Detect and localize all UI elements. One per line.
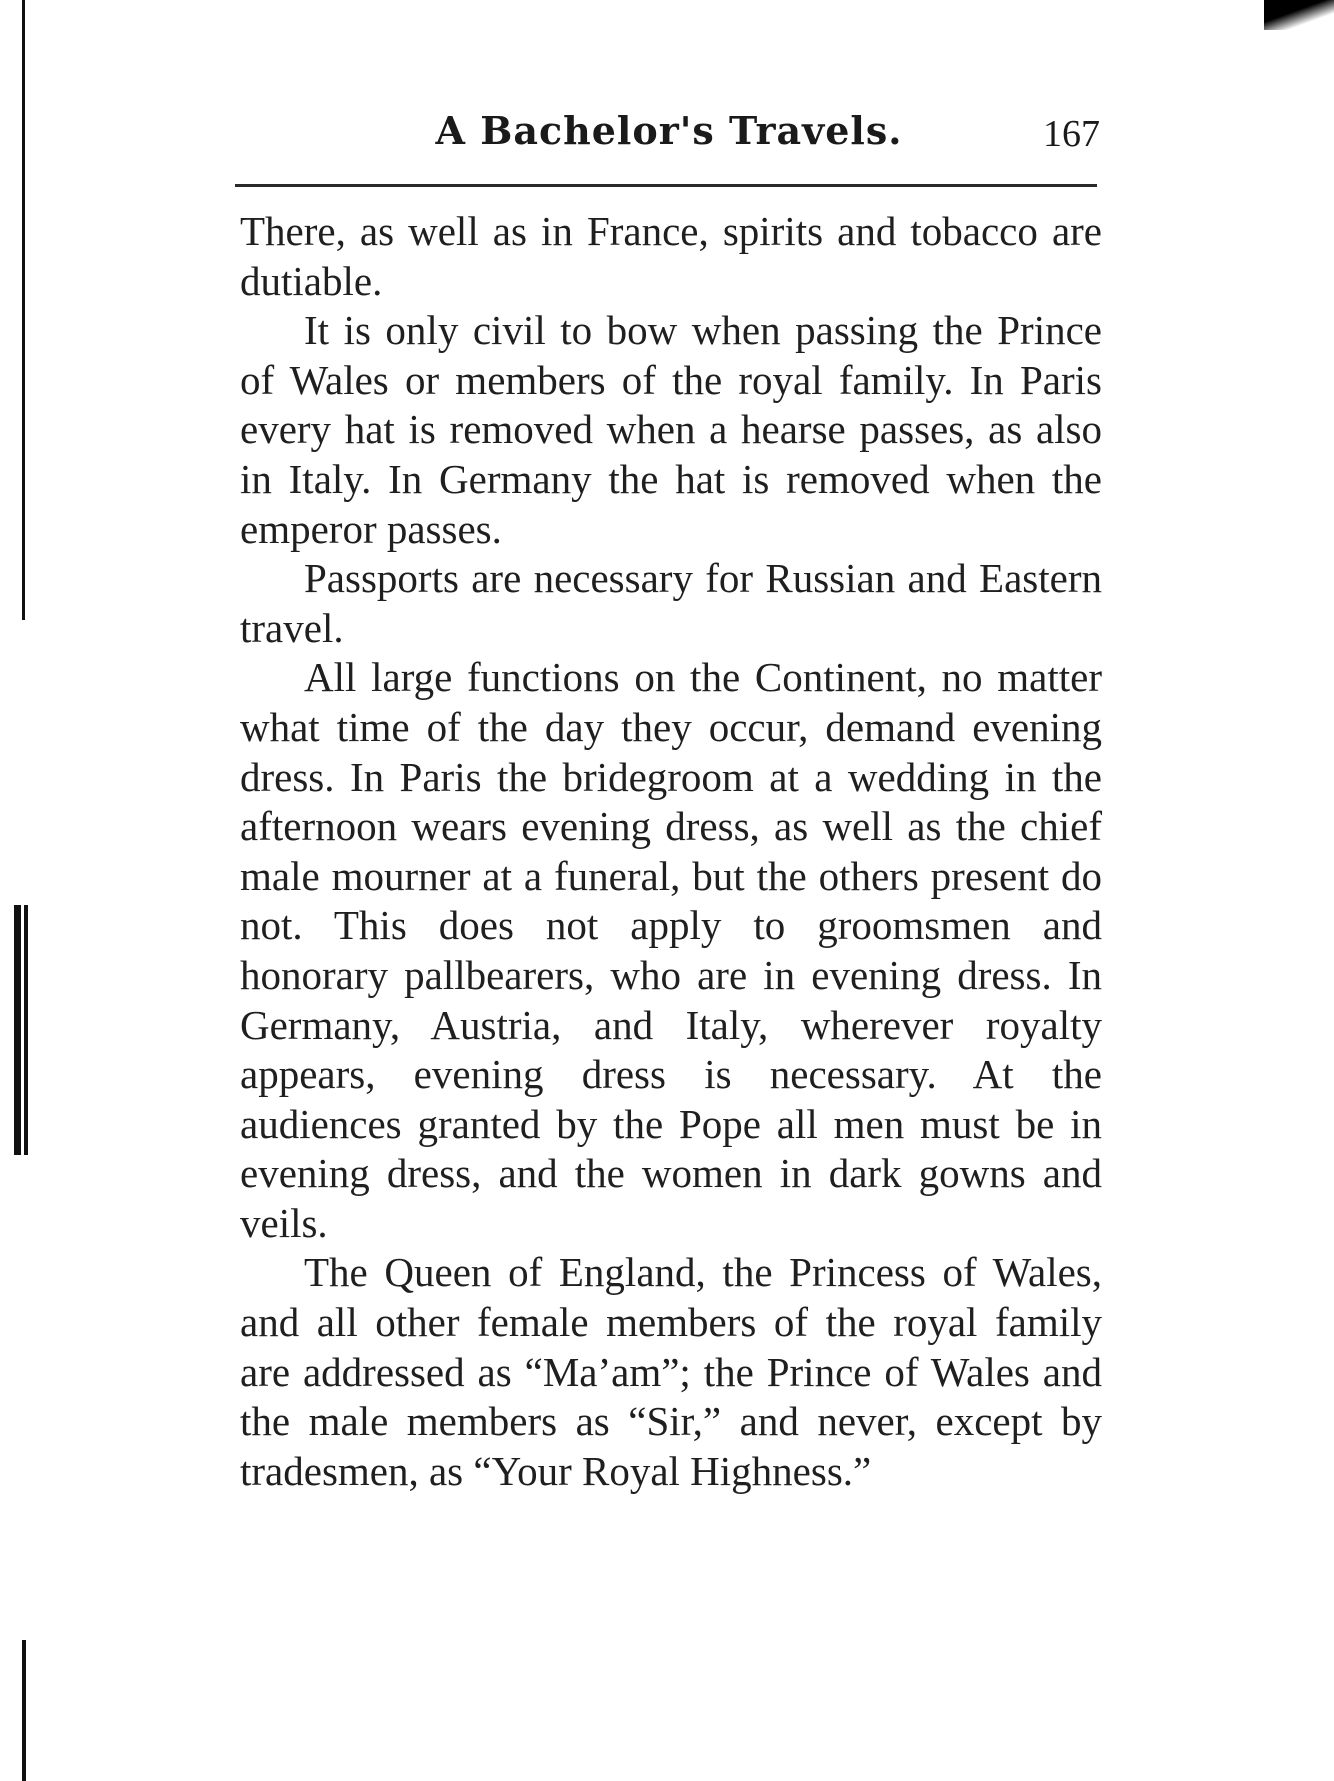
paragraph: All large functions on the Continent, no matter what time of the day they occur, demand evening dress. In Paris the bridegroom at a wedding in the afternoon wears evening dress, as well as the chief male mourner at a funeral, but the others present do not. This does not apply to groomsmen and honorary pallbearers, who are in evening dress. In Germany, Austria, and Italy, wherever royalty appears, evening dress is necessary. At the audiences granted by the Pope all men must be in evening dress, and the women in dark gowns and veils. [240,654,1102,1246]
binding-edge [22,0,25,620]
binding-edge [22,1640,26,1781]
binding-edge [14,905,21,1155]
header-rule [235,184,1097,187]
paragraph: Passports are necessary for Russian and Eastern travel. [240,555,1102,651]
page-number: 167 [1043,113,1100,155]
paragraph: The Queen of England, the Princess of Wales, and all other female members of the royal family are addressed as “Ma’am”; the Prince of Wales and the male members as “Sir,” and never, except by tradesmen, as “Your Royal Highness.” [240,1249,1102,1494]
paragraph: It is only civil to bow when passing the Prince of Wales or members of the royal family. In Paris every hat is removed when a hearse passes, as also in Italy. In Germany the hat is removed when the emperor passes. [240,307,1102,552]
body-text [240,207,1102,1496]
scan-corner-mark [1264,0,1334,30]
paragraph: There, as well as in France, spirits and tobacco are dutiable. [240,208,1102,304]
binding-edge [24,905,28,1155]
running-header [238,108,1100,168]
running-title: A Bachelor's Travels. [435,108,903,153]
